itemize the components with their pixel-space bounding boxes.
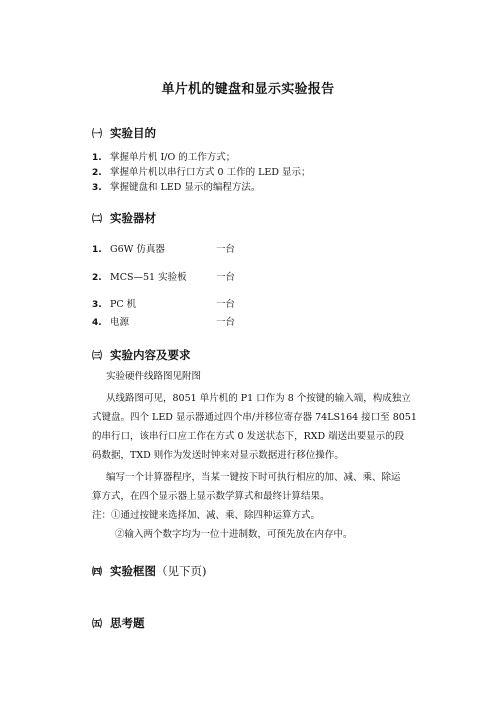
- item-text: 掌握单片机以串行口方式 0 工作的 LED 显示；: [110, 167, 311, 178]
- equipment-item: [92, 296, 236, 310]
- note-line: 注：①通过按键来选择加、减、乘、除四种运算方式。: [92, 510, 321, 521]
- equipment-quantity: 一台: [216, 244, 236, 255]
- objective-item: [92, 179, 260, 193]
- note-line: ②输入两个数字均为一位十进制数，可预先放在内存中。: [115, 529, 353, 540]
- section-heading-diagram: [92, 563, 207, 579]
- report-title: 单片机的键盘和显示实验报告: [161, 82, 335, 97]
- content-line: 编写一个计算器程序，当某一键按下时可执行相应的加、减、乘、除运: [106, 472, 401, 483]
- content-line: 算方式，在四个显示器上显示数学算式和最终计算结果。: [92, 491, 330, 502]
- item-number: 3.: [92, 300, 102, 310]
- content-line: 码数据，TXD 则作为发送时钟来对显示数据进行移位操作。: [92, 450, 344, 461]
- equipment-name: G6W 仿真器: [110, 244, 165, 255]
- content-line: 实验硬件线路图见附图: [106, 371, 202, 382]
- section-heading-content: [92, 347, 191, 363]
- content-line: 式键盘。四个 LED 显示器通过四个串/并移位寄存器 74LS164 接口至 8051: [92, 412, 417, 423]
- item-number: 1.: [92, 153, 102, 163]
- equipment-quantity: 一台: [216, 272, 236, 283]
- objective-item: [92, 149, 235, 163]
- equipment-item: [92, 314, 236, 328]
- equipment-name: 电源: [110, 317, 130, 328]
- equipment-name: MCS—51 实验板: [110, 272, 187, 283]
- content-line: 从线路图可见，8051 单片机的 P1 口作为 8 个按键的输入端，构成独立: [106, 393, 411, 404]
- section-title: 思考题: [110, 616, 145, 630]
- item-number: 2.: [92, 273, 102, 283]
- section-number: ㈣: [92, 567, 102, 578]
- item-number: 3.: [92, 183, 102, 193]
- section-title: 实验框图: [110, 564, 156, 578]
- equipment-quantity: 一台: [216, 299, 236, 310]
- item-number: 1.: [92, 245, 102, 255]
- section-number: ㈤: [92, 619, 102, 630]
- item-number: 4.: [92, 318, 102, 328]
- section-title: 实验目的: [110, 126, 156, 140]
- equipment-item: [92, 241, 236, 255]
- objective-item: [92, 164, 310, 178]
- section-heading-equipment: [92, 210, 156, 226]
- section-number: ㈢: [92, 351, 102, 362]
- section-title: 实验器材: [110, 211, 156, 225]
- equipment-name: PC 机: [110, 299, 137, 310]
- item-text: 掌握单片机 I/O 的工作方式；: [110, 152, 236, 163]
- item-number: 2.: [92, 168, 102, 178]
- section-number: ㈠: [92, 129, 102, 140]
- equipment-quantity: 一台: [216, 317, 236, 328]
- section-note: （见下页): [156, 564, 207, 578]
- section-heading-objectives: [92, 125, 156, 141]
- section-heading-questions: [92, 615, 145, 631]
- equipment-item: [92, 269, 236, 283]
- content-line: 的串行口，该串行口应工作在方式 0 发送状态下，RXD 端送出要显示的段: [92, 431, 405, 442]
- item-text: 掌握键盘和 LED 显示的编程方法。: [110, 182, 261, 193]
- section-title: 实验内容及要求: [110, 348, 191, 362]
- section-number: ㈡: [92, 214, 102, 225]
